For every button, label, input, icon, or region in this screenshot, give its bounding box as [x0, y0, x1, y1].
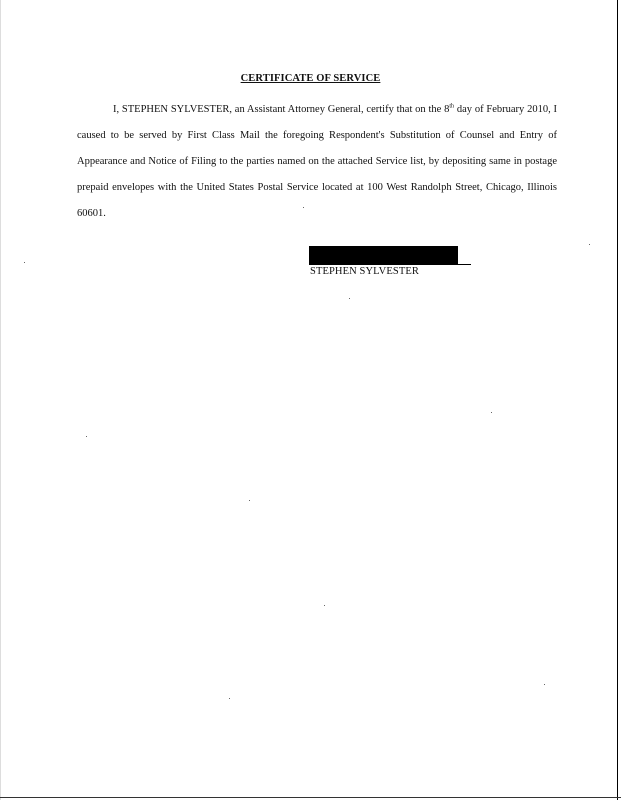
scan-speck [349, 298, 350, 299]
paragraph-text-end: day of February 2010, I caused to be served by First Class Mail the foregoing Respondent's Substitution of Counsel and Entry of Appearance and Notice of Filing to the parties named on the attached Service list, by depositing same in postage prepaid envelopes with the United States Postal Service located at 100 West Randolph Street, Chicago, Illinois 60601. [77, 104, 557, 219]
scan-speck [86, 436, 87, 437]
page-bottom-edge [0, 797, 621, 798]
scan-speck [303, 207, 304, 208]
scan-speck [491, 412, 492, 413]
scan-speck [229, 698, 230, 699]
scan-speck [324, 605, 325, 606]
ordinal-suffix: th [449, 103, 455, 110]
scan-speck [544, 684, 545, 685]
page-right-edge [617, 0, 618, 800]
page-left-edge [0, 0, 1, 800]
certificate-paragraph [77, 97, 557, 227]
scan-speck [249, 500, 250, 501]
signature-line [309, 264, 471, 265]
signer-name: STEPHEN SYLVESTER [310, 266, 419, 277]
redacted-signature [309, 246, 458, 265]
paragraph-text-start: I, STEPHEN SYLVESTER, an Assistant Attorney General, certify that on the 8 [113, 104, 450, 115]
scan-speck [24, 262, 25, 263]
certificate-body [77, 97, 557, 227]
scan-speck [589, 244, 590, 245]
document-title: CERTIFICATE OF SERVICE [240, 73, 381, 84]
